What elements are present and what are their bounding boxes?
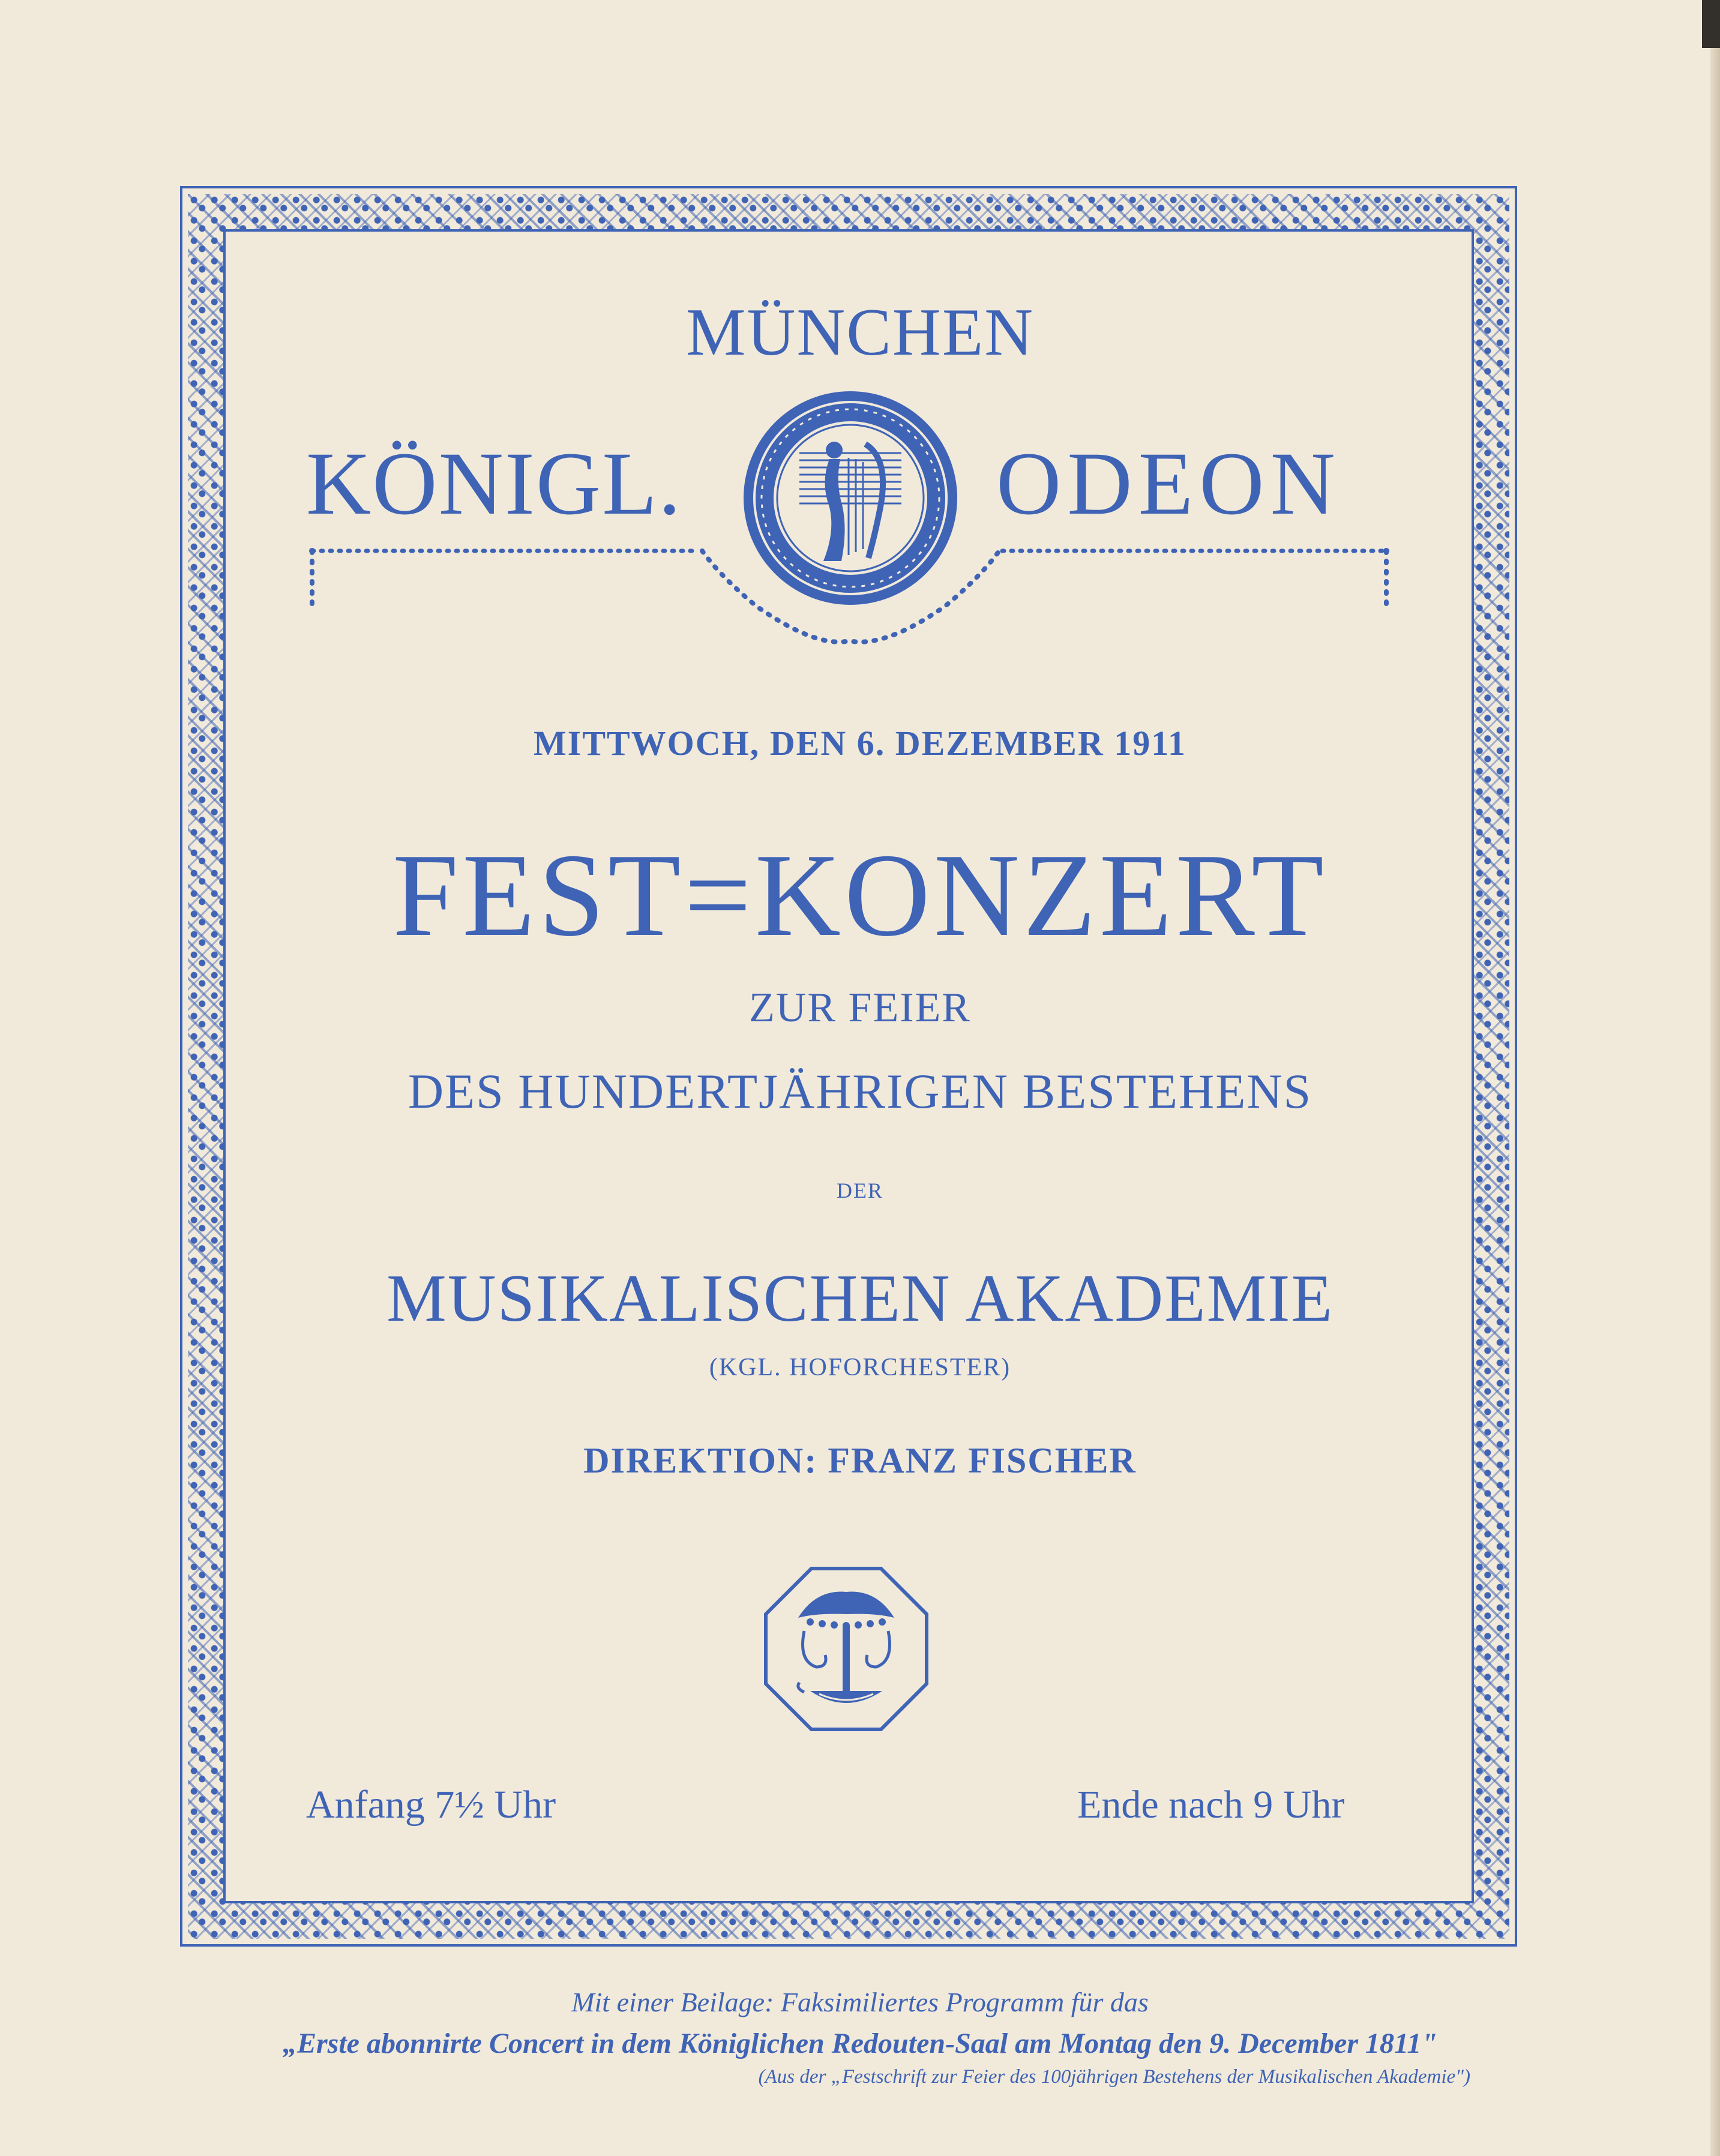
end-time: Ende nach 9 Uhr <box>1077 1783 1345 1827</box>
lamp-tree-emblem-icon <box>762 1565 930 1733</box>
footnote-line-2: „Erste abonnirte Concert in dem Königlichen Redouten-Saal am Montag den 9. December 1811" <box>282 2028 1438 2059</box>
occasion-line-3: DER <box>837 1179 883 1203</box>
conductor-line: DIREKTION: FRANZ FISCHER <box>583 1441 1137 1480</box>
dotted-garland-ornament <box>300 540 1398 654</box>
heading-right-word: ODEON <box>996 434 1341 533</box>
occasion-line-1: ZUR FEIER <box>749 985 971 1031</box>
footnote-line-3: (Aus der „Festschrift zur Feier des 100jährigen Bestehens der Musikalischen Akademie") <box>758 2066 1470 2088</box>
city-heading: MÜNCHEN <box>685 295 1035 370</box>
start-time: Anfang 7½ Uhr <box>306 1783 556 1827</box>
heading-left-word: KÖNIGL. <box>306 434 682 533</box>
institution-name: MUSIKALISCHEN AKADEMIE <box>386 1261 1334 1336</box>
institution-subtitle: (KGL. HOFORCHESTER) <box>709 1354 1011 1381</box>
footnote-line-1: Mit einer Beilage: Faksimiliertes Programm für das <box>571 1987 1149 2017</box>
concert-date: MITTWOCH, DEN 6. DEZEMBER 1911 <box>534 724 1186 763</box>
corner-mark <box>1702 0 1720 48</box>
concert-title: FEST=KONZERT <box>392 829 1328 961</box>
occasion-line-2: DES HUNDERTJÄHRIGEN BESTEHENS <box>407 1064 1313 1119</box>
